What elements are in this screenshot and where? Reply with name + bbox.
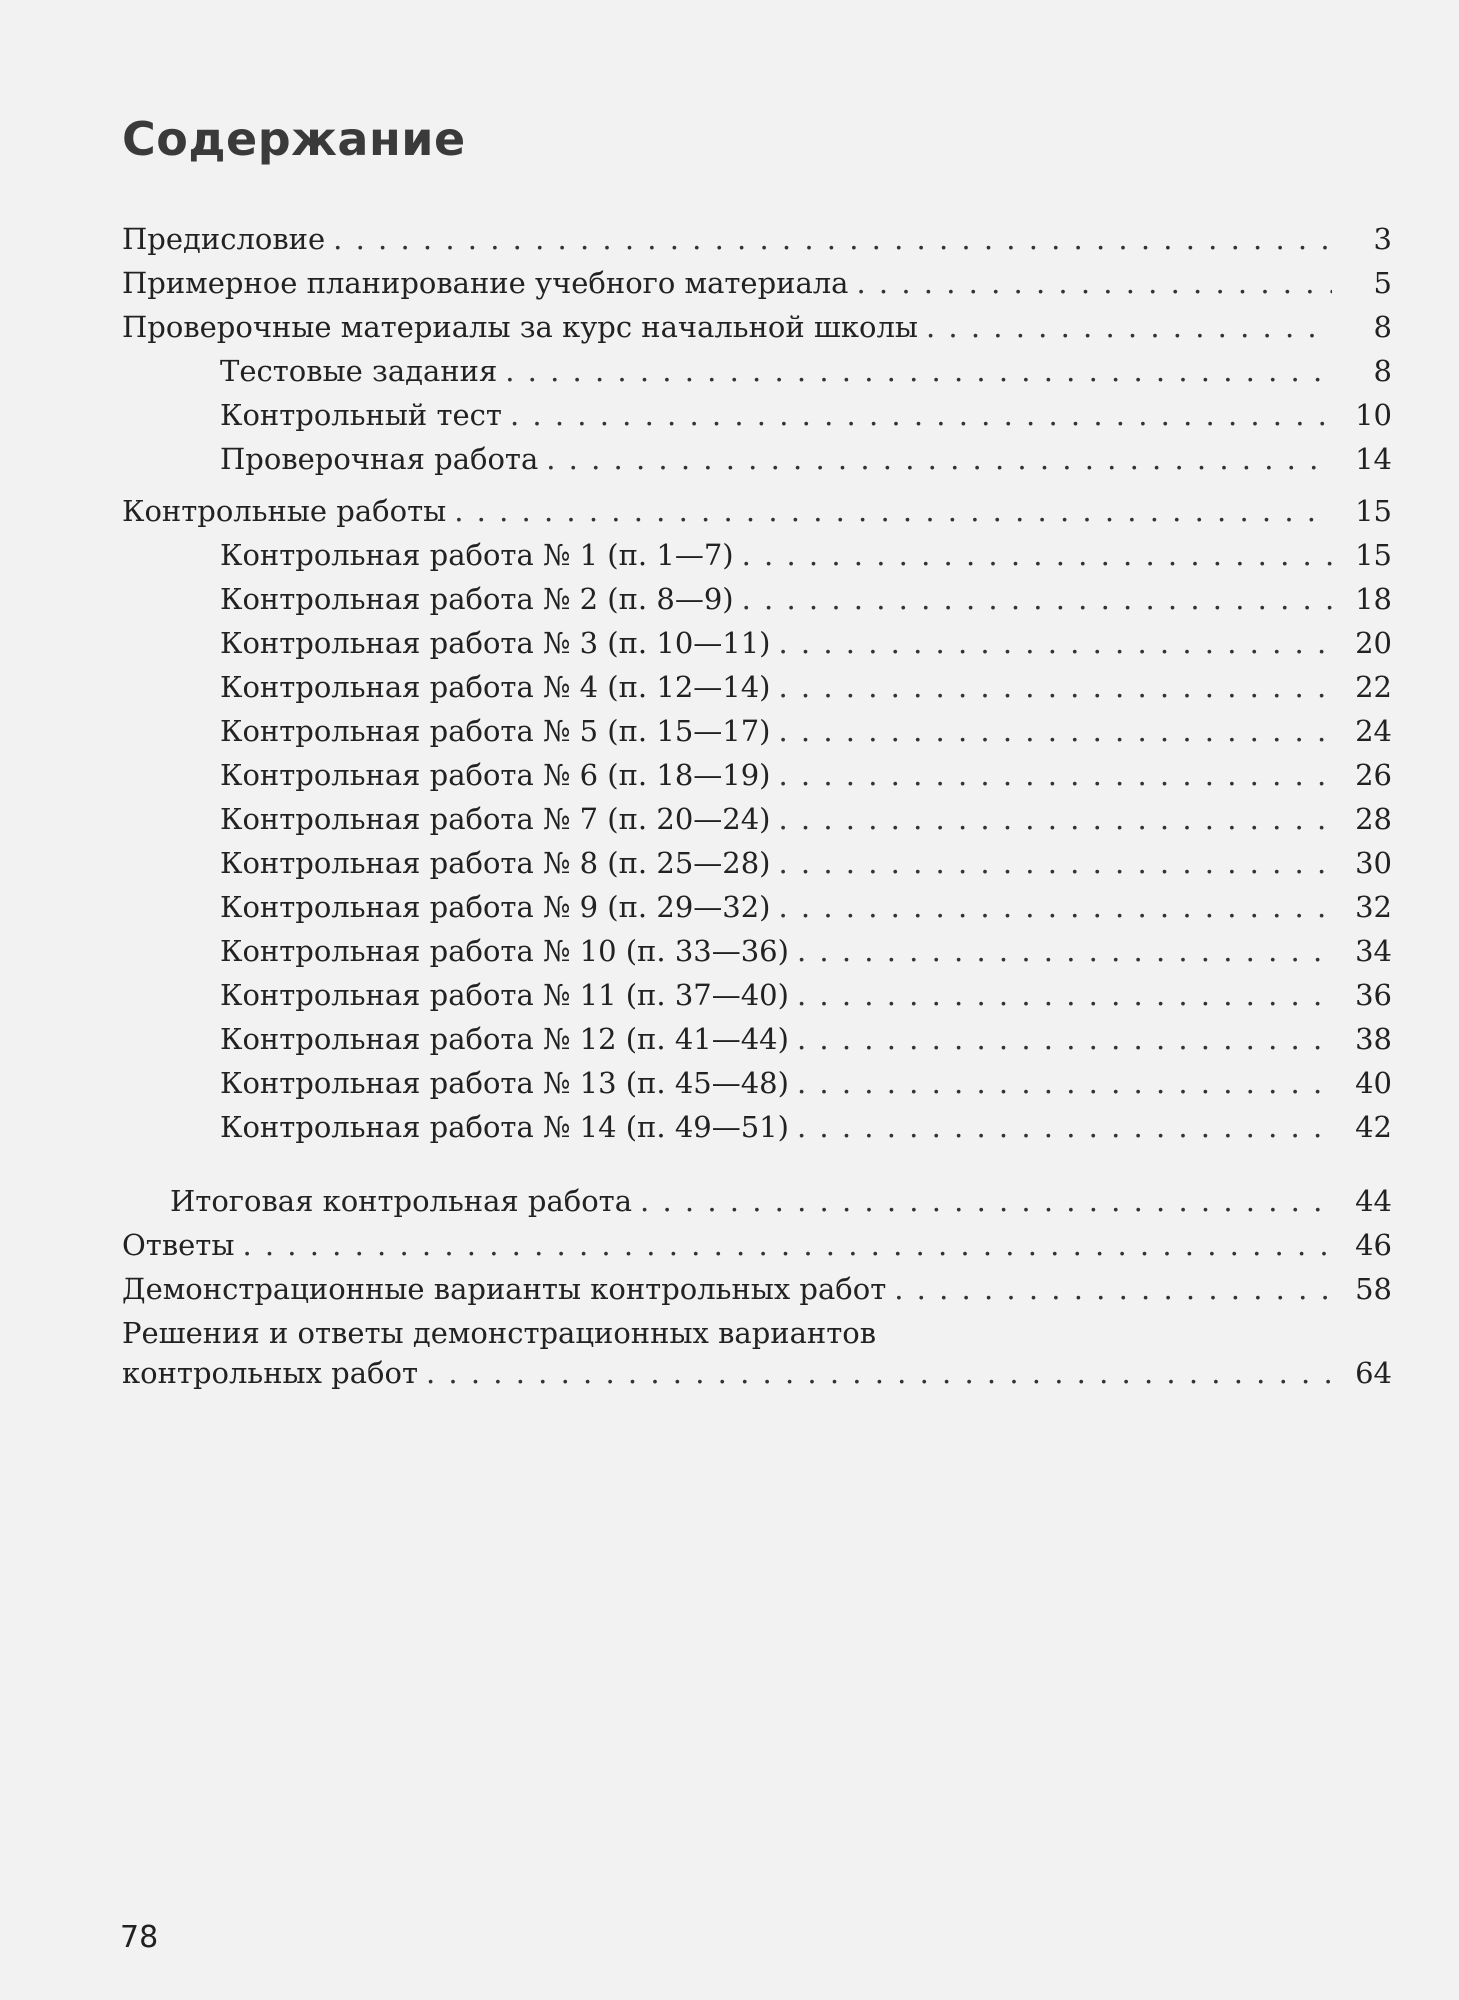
- toc-entry-page: 15: [1355, 538, 1392, 572]
- toc-entry-page: 44: [1355, 1184, 1392, 1218]
- toc-entry-page: 64: [1355, 1356, 1392, 1390]
- toc-entry-title: Контрольный тест: [220, 398, 502, 432]
- leader-dots: [856, 266, 1332, 300]
- leader-dots: [779, 890, 1333, 924]
- toc-entry-page: 3: [1373, 222, 1392, 256]
- leader-dots: [779, 714, 1333, 748]
- leader-dots: [333, 222, 1332, 256]
- toc-entry-title: Контрольная работа № 14 (п. 49—51): [220, 1110, 789, 1144]
- toc-subentry-work-4: [122, 670, 1392, 714]
- leader-dots: [894, 1272, 1332, 1306]
- page-number: 78: [120, 1920, 159, 1955]
- leader-dots: [454, 494, 1332, 528]
- leader-dots: [797, 978, 1332, 1012]
- toc-entry-title: Контрольные работы: [122, 494, 447, 528]
- leader-dots: [742, 538, 1332, 572]
- leader-dots: [779, 802, 1333, 836]
- toc-entry-answers: [122, 1228, 1392, 1272]
- toc-entry-title: Контрольная работа № 1 (п. 1—7): [220, 538, 734, 572]
- toc-entry-page: 20: [1355, 626, 1392, 660]
- toc-subentry-work-5: [122, 714, 1392, 758]
- toc-entry-page: 30: [1355, 846, 1392, 880]
- toc-entry-title: Контрольная работа № 13 (п. 45—48): [220, 1066, 789, 1100]
- contents-title: Содержание: [122, 112, 466, 166]
- toc-entry-page: 38: [1355, 1022, 1392, 1056]
- toc-entry-page: 15: [1355, 494, 1392, 528]
- toc-subentry-work-11: [122, 978, 1392, 1022]
- leader-dots: [242, 1228, 1332, 1262]
- leader-dots: [426, 1356, 1332, 1390]
- toc-subentry-work-6: [122, 758, 1392, 802]
- table-of-contents: [122, 222, 1392, 1400]
- toc-entry-title: Решения и ответы демонстрационных вариантов: [122, 1316, 877, 1350]
- leader-dots: [797, 934, 1332, 968]
- leader-dots: [505, 354, 1332, 388]
- toc-entry-title: Контрольная работа № 3 (п. 10—11): [220, 626, 771, 660]
- toc-entry-title: Контрольная работа № 6 (п. 18—19): [220, 758, 771, 792]
- toc-subentry-work-2: [122, 582, 1392, 626]
- leader-dots: [742, 582, 1332, 616]
- toc-subentry-work-9: [122, 890, 1392, 934]
- toc-entry-solutions-line-2: [122, 1356, 1392, 1400]
- toc-entry-title: Контрольная работа № 9 (п. 29—32): [220, 890, 771, 924]
- toc-subentry-work-12: [122, 1022, 1392, 1066]
- toc-entry-page: 58: [1355, 1272, 1392, 1306]
- toc-entry-page: 34: [1355, 934, 1392, 968]
- leader-dots: [779, 758, 1333, 792]
- leader-dots: [797, 1022, 1332, 1056]
- leader-dots: [779, 626, 1333, 660]
- toc-entry-page: 26: [1355, 758, 1392, 792]
- leader-dots: [546, 442, 1332, 476]
- toc-subentry-work-10: [122, 934, 1392, 978]
- toc-entry-final-work: [122, 1184, 1392, 1228]
- toc-entry-title: Контрольная работа № 4 (п. 12—14): [220, 670, 771, 704]
- toc-entry-title: контрольных работ: [122, 1356, 418, 1390]
- toc-subentry-tests: [122, 354, 1392, 398]
- toc-subentry-check-work: [122, 442, 1392, 486]
- toc-entry-page: 10: [1355, 398, 1392, 432]
- toc-entry-planning: [122, 266, 1392, 310]
- toc-entry-title: Проверочная работа: [220, 442, 539, 476]
- toc-subentry-work-7: [122, 802, 1392, 846]
- leader-dots: [779, 670, 1333, 704]
- toc-entry-title: Контрольная работа № 2 (п. 8—9): [220, 582, 734, 616]
- leader-dots: [510, 398, 1332, 432]
- toc-subentry-work-13: [122, 1066, 1392, 1110]
- toc-entry-page: 24: [1355, 714, 1392, 748]
- leader-dots: [797, 1066, 1332, 1100]
- toc-entry-preface: [122, 222, 1392, 266]
- toc-entry-page: 8: [1373, 310, 1392, 344]
- toc-entry-page: 8: [1373, 354, 1392, 388]
- toc-entry-title: Контрольная работа № 11 (п. 37—40): [220, 978, 789, 1012]
- toc-entry-page: 22: [1355, 670, 1392, 704]
- toc-entry-demo-variants: [122, 1272, 1392, 1316]
- toc-entry-page: 28: [1355, 802, 1392, 836]
- toc-entry-page: 14: [1355, 442, 1392, 476]
- toc-subentry-work-3: [122, 626, 1392, 670]
- toc-entry-page: 42: [1355, 1110, 1392, 1144]
- toc-entry-page: 5: [1373, 266, 1392, 300]
- toc-entry-control-works: [122, 494, 1392, 538]
- toc-entry-title: Тестовые задания: [220, 354, 498, 388]
- toc-entry-title: Контрольная работа № 10 (п. 33—36): [220, 934, 789, 968]
- toc-entry-title: Предисловие: [122, 222, 326, 256]
- toc-entry-title: Проверочные материалы за курс начальной школы: [122, 310, 918, 344]
- toc-entry-page: 32: [1355, 890, 1392, 924]
- toc-entry-title: Демонстрационные варианты контрольных работ: [122, 1272, 887, 1306]
- toc-entry-solutions-line-1: [122, 1316, 1392, 1356]
- toc-subentry-control-test: [122, 398, 1392, 442]
- toc-entry-title: Контрольная работа № 7 (п. 20—24): [220, 802, 771, 836]
- leader-dots: [640, 1184, 1332, 1218]
- toc-subentry-work-1: [122, 538, 1392, 582]
- leader-dots: [779, 846, 1333, 880]
- toc-entry-primary-school: [122, 310, 1392, 354]
- toc-entry-page: 40: [1355, 1066, 1392, 1100]
- toc-entry-title: Итоговая контрольная работа: [170, 1184, 633, 1218]
- leader-dots: [926, 310, 1332, 344]
- toc-subentry-work-8: [122, 846, 1392, 890]
- toc-entry-page: 18: [1355, 582, 1392, 616]
- leader-dots: [797, 1110, 1332, 1144]
- toc-entry-title: Контрольная работа № 5 (п. 15—17): [220, 714, 771, 748]
- toc-entry-page: 46: [1355, 1228, 1392, 1262]
- toc-entry-page: 36: [1355, 978, 1392, 1012]
- toc-entry-title: Контрольная работа № 8 (п. 25—28): [220, 846, 771, 880]
- toc-subentry-work-14: [122, 1110, 1392, 1154]
- toc-entry-title: Примерное планирование учебного материала: [122, 266, 849, 300]
- toc-entry-title: Контрольная работа № 12 (п. 41—44): [220, 1022, 789, 1056]
- toc-entry-title: Ответы: [122, 1228, 235, 1262]
